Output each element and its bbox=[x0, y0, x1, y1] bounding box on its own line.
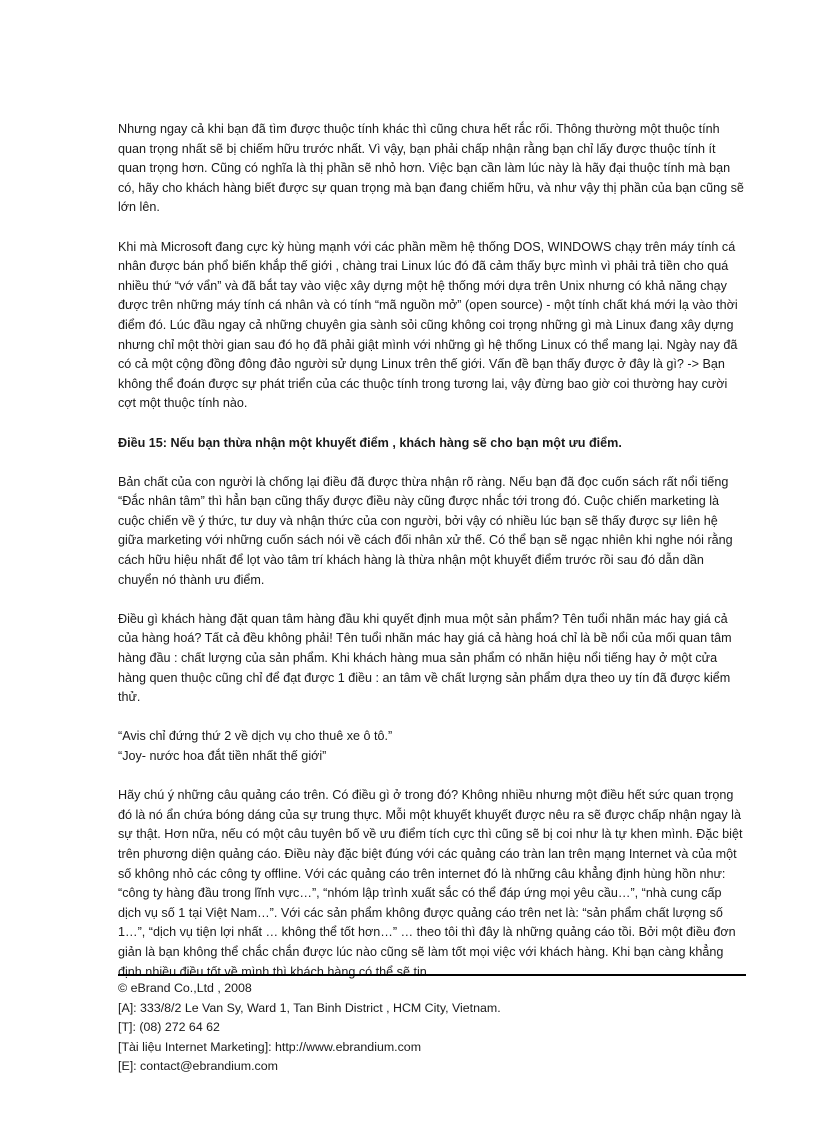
paragraph: Hãy chú ý những câu quảng cáo trên. Có điều gì ở trong đó? Không nhiều nhưng một điều hết sức quan trọng đó là nó ẩn chứa bóng dáng của sự trung thực. Mỗi một khuyết khuyết được nêu ra sẽ được chấp nhận ngay là sự thật. Hơn nữa, nếu có một câu tuyên bố về ưu điểm tích cực thì cũng sẽ bị coi như là tự khen mình. Đặc biệt trên phương diện quảng cáo. Điều này đặc biệt đúng với các quảng cáo tràn lan trên mạng Internet và của một số không nhỏ các công ty offline. Với các quảng cáo trên internet đó là những câu khẳng định hùng hồn như: “công ty hàng đầu trong lĩnh vực…”, “nhóm lập trình xuất sắc có thể đáp ứng mọi yêu cầu…”, “nhà cung cấp dịch vụ số 1 tại Việt Nam…”. Với các sản phẩm không được quảng cáo trên net là: “sản phẩm chất lượng số 1…”, “dịch vụ tiện lợi nhất … không thể tốt hơn…” … theo tôi thì đây là những quảng cáo tồi. Bởi một điều đơn giản là bạn không thể chắc chắn được lúc nào cũng sẽ làm tốt mọi việc với khách hàng. Khi bạn càng khẳng định nhiều điều tốt về mình thì khách hàng có thể sẽ tin bbox=[118, 788, 743, 979]
page-footer bbox=[118, 974, 746, 1077]
document-body bbox=[118, 120, 746, 1002]
footer-divider bbox=[118, 974, 746, 976]
paragraph: Khi mà Microsoft đang cực kỳ hùng mạnh với các phần mềm hệ thống DOS, WINDOWS chạy trên máy tính cá nhân được bán phổ biến khắp thế giới , chàng trai Linux lúc đó đã cảm thấy bực mình vì phải trả tiền cho quá nhiều thứ “vớ vẩn” và đã bắt tay vào việc xây dựng một hệ thống mới dựa trên Unix nhưng có khả năng chạy được trên những máy tính cá nhân và có tính “mã nguồn mở” (open source) - một tính chất khá mới lạ vào thời điểm đó. Lúc đầu ngay cả những chuyên gia sành sỏi cũng không coi trọng những gì mà Linux đang xây dựng nhưng chỉ một thời gian sau đó họ đã phải giật mình với những gì hệ thống Linux có thể mang lại. Ngày nay đã có cả một cộng đồng đông đảo người sử dụng Linux trên thế giới. Vấn đề bạn thấy được ở đây là gì? -> Bạn không thể đoán được sự phát triển của các thuộc tính trong tương lai, vậy đừng bao giờ coi thường hay cười cợt một thuộc tính nào. bbox=[118, 239, 738, 411]
paragraph: Bản chất của con người là chống lại điều đã được thừa nhận rõ ràng. Nếu bạn đã đọc cuốn sách rất nổi tiếng “Đắc nhân tâm” thì hẳn bạn cũng thấy được điều này cũng được nhắc tới trong đó. Cuộc chiến marketing là cuộc chiến về ý thức, tư duy và nhận thức của con người, bởi vậy có nhiều lúc bạn sẽ thấy được sự liên hệ giữa marketing với những cuốn sách nói về cách đối nhân xử thế. Có thể bạn sẽ ngạc nhiên khi nghe nói rằng cách hữu hiệu nhất để lọt vào tâm trí khách hàng là thừa nhận một khuyết điểm trước rồi sau đó dẫn dần chuyển nó thành ưu điểm. bbox=[118, 474, 733, 587]
paragraph: Điều gì khách hàng đặt quan tâm hàng đầu khi quyết định mua một sản phẩm? Tên tuổi nhãn mác hay giá cả của hàng hoá? Tất cả đều không phải! Tên tuổi nhãn mác hay giá cả hàng hoá chỉ là bề nổi của mối quan tâm hàng đầu : chất lượng của sản phẩm. Khi khách hàng mua sản phẩm có nhãn hiệu nổi tiếng hay ở một cửa hàng quen thuộc cũng chỉ để đạt được 1 điều : an tâm về chất lượng sản phẩm dựa theo uy tín đã được kiểm thử. bbox=[118, 611, 732, 705]
footer-address: [A]: 333/8/2 Le Van Sy, Ward 1, Tan Binh District , HCM City, Vietnam. bbox=[118, 1000, 501, 1015]
footer-copyright: © eBrand Co.,Ltd , 2008 bbox=[118, 981, 252, 995]
quote-line: “Avis chỉ đứng thứ 2 về dịch vụ cho thuê xe ô tô.” bbox=[118, 729, 393, 744]
footer-email: [E]: contact@ebrandium.com bbox=[118, 1059, 278, 1074]
paragraph: Nhưng ngay cả khi bạn đã tìm được thuộc tính khác thì cũng chưa hết rắc rối. Thông thường một thuộc tính quan trọng nhất sẽ bị chiếm hữu trước nhất. Vì vậy, bạn phải chấp nhận rằng bạn chỉ lấy được thuộc tính ít quan trọng hơn. Cũng có nghĩa là thị phần sẽ nhỏ hơn. Việc bạn cần làm lúc này là hãy đại thuộc tính mà bạn có, hãy cho khách hàng biết được sự quan trọng mà bạn đang chiếm hữu, và như vậy thị phần của bạn cũng sẽ lớn lên. bbox=[118, 122, 744, 215]
footer-phone: [T]: (08) 272 64 62 bbox=[118, 1020, 220, 1035]
quote-line: “Joy- nước hoa đắt tiền nhất thế giới” bbox=[118, 749, 327, 763]
footer-website: [Tài liệu Internet Marketing]: http://www.ebrandium.com bbox=[118, 1039, 422, 1054]
section-heading: Điều 15: Nếu bạn thừa nhận một khuyết điểm , khách hàng sẽ cho bạn một ưu điểm. bbox=[118, 435, 622, 450]
